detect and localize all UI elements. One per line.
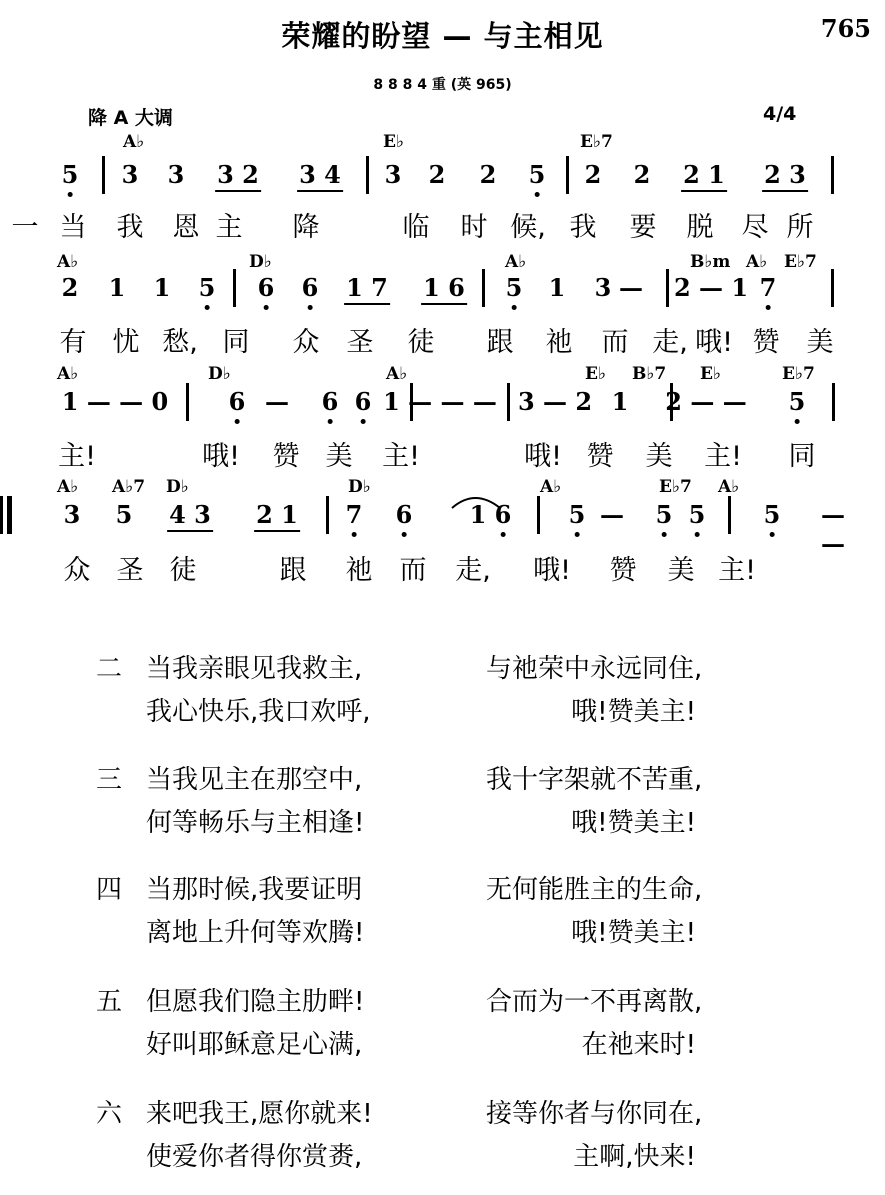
verse-number: 四 bbox=[96, 875, 123, 905]
lyric-syllable: 恩 bbox=[172, 212, 200, 243]
verse-line-2b: 哦!赞美主! bbox=[571, 808, 696, 838]
note: 5 bbox=[568, 500, 586, 529]
chord-symbol: D♭ bbox=[249, 252, 272, 272]
verse-line-1b: 合而为一不再离散, bbox=[486, 987, 703, 1017]
lyric-syllable: 主! bbox=[718, 555, 756, 586]
barline bbox=[832, 383, 835, 421]
barline bbox=[186, 383, 189, 421]
lyric-syllable: 美 bbox=[325, 441, 353, 472]
lyric-syllable: 主! bbox=[58, 441, 96, 472]
note: 2 1 bbox=[681, 160, 727, 192]
verse-line-1b: 与祂荣中永远同住, bbox=[486, 654, 703, 684]
slur-arc bbox=[448, 492, 508, 512]
chord-symbol: A♭ bbox=[505, 252, 527, 272]
lyric-syllable: 我 bbox=[569, 212, 597, 243]
verse-line-2a: 离地上升何等欢腾! bbox=[146, 918, 365, 948]
barline bbox=[566, 156, 569, 194]
lyric-syllable: 而 bbox=[601, 327, 629, 358]
verse-number: 二 bbox=[96, 654, 123, 684]
lyric-syllable: 众 bbox=[292, 327, 320, 358]
barline bbox=[537, 496, 540, 534]
note: 4 3 bbox=[167, 500, 213, 532]
lyric-syllable: 走, bbox=[455, 555, 491, 586]
barline bbox=[831, 156, 834, 194]
chord-symbol: D♭ bbox=[348, 477, 371, 497]
note: 6 bbox=[395, 500, 413, 529]
verse-line-2a: 使爱你者得你赏赉, bbox=[146, 1142, 363, 1172]
note: 6 bbox=[354, 387, 372, 416]
note: 3 bbox=[384, 160, 402, 189]
chord-symbol: E♭7 bbox=[659, 477, 692, 497]
note: 2 bbox=[633, 160, 651, 189]
lyric-syllable: 同 bbox=[222, 327, 250, 358]
lyric-syllable: 时 bbox=[460, 212, 488, 243]
note: 5 bbox=[688, 500, 706, 529]
note: 6 bbox=[321, 387, 339, 416]
chord-symbol: E♭ bbox=[585, 364, 606, 384]
note: 6 bbox=[494, 500, 512, 529]
lyric-syllable: 美 bbox=[806, 327, 834, 358]
verse-line-1b: 无何能胜主的生命, bbox=[486, 875, 703, 905]
note: 3 4 bbox=[297, 160, 343, 192]
lyric-syllable: 圣 bbox=[116, 555, 144, 586]
verse-number: 三 bbox=[96, 765, 123, 795]
note: 1 6 bbox=[421, 273, 467, 305]
chord-symbol: E♭ bbox=[383, 132, 404, 152]
lyric-syllable: 一 bbox=[11, 212, 39, 243]
note: 3 — 2 bbox=[517, 387, 593, 416]
lyric-syllable: 赞 bbox=[586, 441, 614, 472]
note: 1 — — — bbox=[383, 387, 497, 416]
lyric-syllable: 哦! bbox=[533, 555, 571, 586]
chord-symbol: A♭ bbox=[540, 477, 562, 497]
lyric-syllable: 主 bbox=[215, 212, 243, 243]
note: 5 bbox=[788, 387, 806, 416]
note: 1 bbox=[108, 273, 126, 302]
chord-symbol: E♭7 bbox=[784, 252, 817, 272]
chord-symbol: A♭ bbox=[746, 252, 768, 272]
lyric-syllable: 哦! bbox=[202, 441, 240, 472]
chord-symbol: A♭ bbox=[718, 477, 740, 497]
note: 3 bbox=[63, 500, 81, 529]
note: 2 3 bbox=[762, 160, 808, 192]
lyric-syllable: 而 bbox=[399, 555, 427, 586]
verse-line-1a: 当那时候,我要证明 bbox=[146, 875, 363, 905]
lyric-syllable: 主! bbox=[704, 441, 742, 472]
chord-symbol: E♭7 bbox=[782, 364, 815, 384]
verse-line-2b: 哦!赞美主! bbox=[571, 918, 696, 948]
chord-symbol: E♭ bbox=[700, 364, 721, 384]
barline bbox=[326, 496, 329, 534]
lyric-syllable: 同 bbox=[788, 441, 816, 472]
verse-line-2a: 何等畅乐与主相逢! bbox=[146, 808, 365, 838]
verse-line-2b: 主啊,快来! bbox=[573, 1142, 696, 1172]
barline bbox=[831, 269, 834, 307]
note: 3 bbox=[167, 160, 185, 189]
note: 2 — — bbox=[665, 387, 747, 416]
note: 1 bbox=[548, 273, 566, 302]
note: 1 7 bbox=[344, 273, 390, 305]
note: 3 bbox=[594, 273, 612, 302]
page-number: 765 bbox=[820, 14, 871, 43]
lyric-syllable: 我 bbox=[116, 212, 144, 243]
note: 6 bbox=[228, 387, 246, 416]
note: 2 bbox=[428, 160, 446, 189]
lyric-syllable: 有 bbox=[59, 327, 87, 358]
verse-line-1b: 接等你者与你同在, bbox=[486, 1099, 703, 1129]
lyric-syllable: 要 bbox=[629, 212, 657, 243]
lyric-syllable: 忧 bbox=[112, 327, 140, 358]
lyric-syllable: 脱 bbox=[686, 212, 714, 243]
note: 5 bbox=[115, 500, 133, 529]
note: 1 — — 0 bbox=[61, 387, 169, 416]
verse-line-1b: 我十字架就不苦重, bbox=[486, 765, 703, 795]
verse-line-2a: 我心快乐,我口欢呼, bbox=[146, 697, 371, 727]
lyric-syllable: 走, bbox=[652, 327, 688, 358]
lyric-syllable: 赞 bbox=[609, 555, 637, 586]
lyric-syllable: 跟 bbox=[279, 555, 307, 586]
lyric-syllable: 跟 bbox=[486, 327, 514, 358]
time-signature: 4/4 bbox=[763, 103, 797, 125]
lyric-syllable: 候, bbox=[510, 212, 546, 243]
chord-symbol: D♭ bbox=[166, 477, 189, 497]
verse-line-2b: 在祂来时! bbox=[581, 1030, 696, 1060]
note: 2 bbox=[61, 273, 79, 302]
verse-line-1a: 当我见主在那空中, bbox=[146, 765, 363, 795]
lyric-syllable: 哦! bbox=[524, 441, 562, 472]
note: 6 bbox=[301, 273, 319, 302]
chord-symbol: A♭ bbox=[57, 364, 79, 384]
barline bbox=[233, 269, 236, 307]
verse-number: 六 bbox=[96, 1099, 123, 1129]
final-double-barline bbox=[0, 496, 12, 534]
note: 2 1 bbox=[254, 500, 300, 532]
note: 2 bbox=[479, 160, 497, 189]
note: 5 bbox=[528, 160, 546, 189]
lyric-syllable: 徒 bbox=[169, 555, 197, 586]
lyric-syllable: 哦! bbox=[695, 327, 733, 358]
barline bbox=[366, 156, 369, 194]
note: 7 bbox=[345, 500, 363, 529]
meter-line: 8 8 8 4 重 (英 965) bbox=[373, 77, 512, 93]
chord-symbol: B♭7 bbox=[632, 364, 667, 384]
barline bbox=[507, 383, 510, 421]
verse-line-2a: 好叫耶稣意足心满, bbox=[146, 1030, 363, 1060]
note: 5 bbox=[61, 160, 79, 189]
note: 5 bbox=[505, 273, 523, 302]
chord-symbol: A♭ bbox=[57, 477, 79, 497]
chord-symbol: A♭ bbox=[386, 364, 408, 384]
lyric-syllable: 愁, bbox=[162, 327, 198, 358]
barline bbox=[728, 496, 731, 534]
chord-symbol: A♭7 bbox=[112, 477, 146, 497]
note: 1 bbox=[153, 273, 171, 302]
note: — — bbox=[821, 500, 845, 558]
lyric-syllable: 徒 bbox=[407, 327, 435, 358]
lyric-syllable: 主! bbox=[382, 441, 420, 472]
note: 2 — 1 bbox=[673, 273, 749, 302]
verse-line-2b: 哦!赞美主! bbox=[571, 697, 696, 727]
note: 1 bbox=[469, 500, 487, 529]
slur-path bbox=[452, 498, 500, 508]
chord-symbol: E♭7 bbox=[580, 132, 613, 152]
lyric-syllable: 圣 bbox=[346, 327, 374, 358]
lyric-syllable: 赞 bbox=[752, 327, 780, 358]
barline bbox=[482, 269, 485, 307]
chord-symbol: B♭m bbox=[690, 252, 731, 272]
verse-line-1a: 但愿我们隐主肋畔! bbox=[146, 987, 365, 1017]
verse-line-1a: 当我亲眼见我救主, bbox=[146, 654, 363, 684]
note: 6 bbox=[257, 273, 275, 302]
note: — bbox=[619, 273, 643, 302]
chord-symbol: A♭ bbox=[123, 132, 145, 152]
note: 1 bbox=[611, 387, 629, 416]
lyric-syllable: 降 bbox=[292, 212, 320, 243]
note: — bbox=[265, 387, 289, 416]
note: 7 bbox=[759, 273, 777, 302]
note: 5 bbox=[198, 273, 216, 302]
verse-line-1a: 来吧我王,愿你就来! bbox=[146, 1099, 373, 1129]
lyric-syllable: 美 bbox=[645, 441, 673, 472]
lyric-syllable: 祂 bbox=[345, 555, 373, 586]
lyric-syllable: 所 bbox=[786, 212, 814, 243]
verse-number: 五 bbox=[96, 987, 123, 1017]
chord-symbol: D♭ bbox=[208, 364, 231, 384]
note: 5 bbox=[655, 500, 673, 529]
note: 5 bbox=[763, 500, 781, 529]
lyric-syllable: 众 bbox=[63, 555, 91, 586]
note: 3 2 bbox=[215, 160, 261, 192]
note: — bbox=[600, 500, 624, 529]
barline bbox=[102, 156, 105, 194]
lyric-syllable: 当 bbox=[59, 212, 87, 243]
lyric-syllable: 美 bbox=[667, 555, 695, 586]
barline bbox=[666, 269, 669, 307]
note: 3 bbox=[121, 160, 139, 189]
key-signature: 降 A 大调 bbox=[88, 107, 173, 129]
chord-symbol: A♭ bbox=[57, 252, 79, 272]
lyric-syllable: 祂 bbox=[545, 327, 573, 358]
note: 2 bbox=[584, 160, 602, 189]
hymn-title: 荣耀的盼望 — 与主相见 bbox=[281, 19, 604, 53]
lyric-syllable: 赞 bbox=[272, 441, 300, 472]
lyric-syllable: 临 bbox=[402, 212, 430, 243]
lyric-syllable: 尽 bbox=[741, 212, 769, 243]
